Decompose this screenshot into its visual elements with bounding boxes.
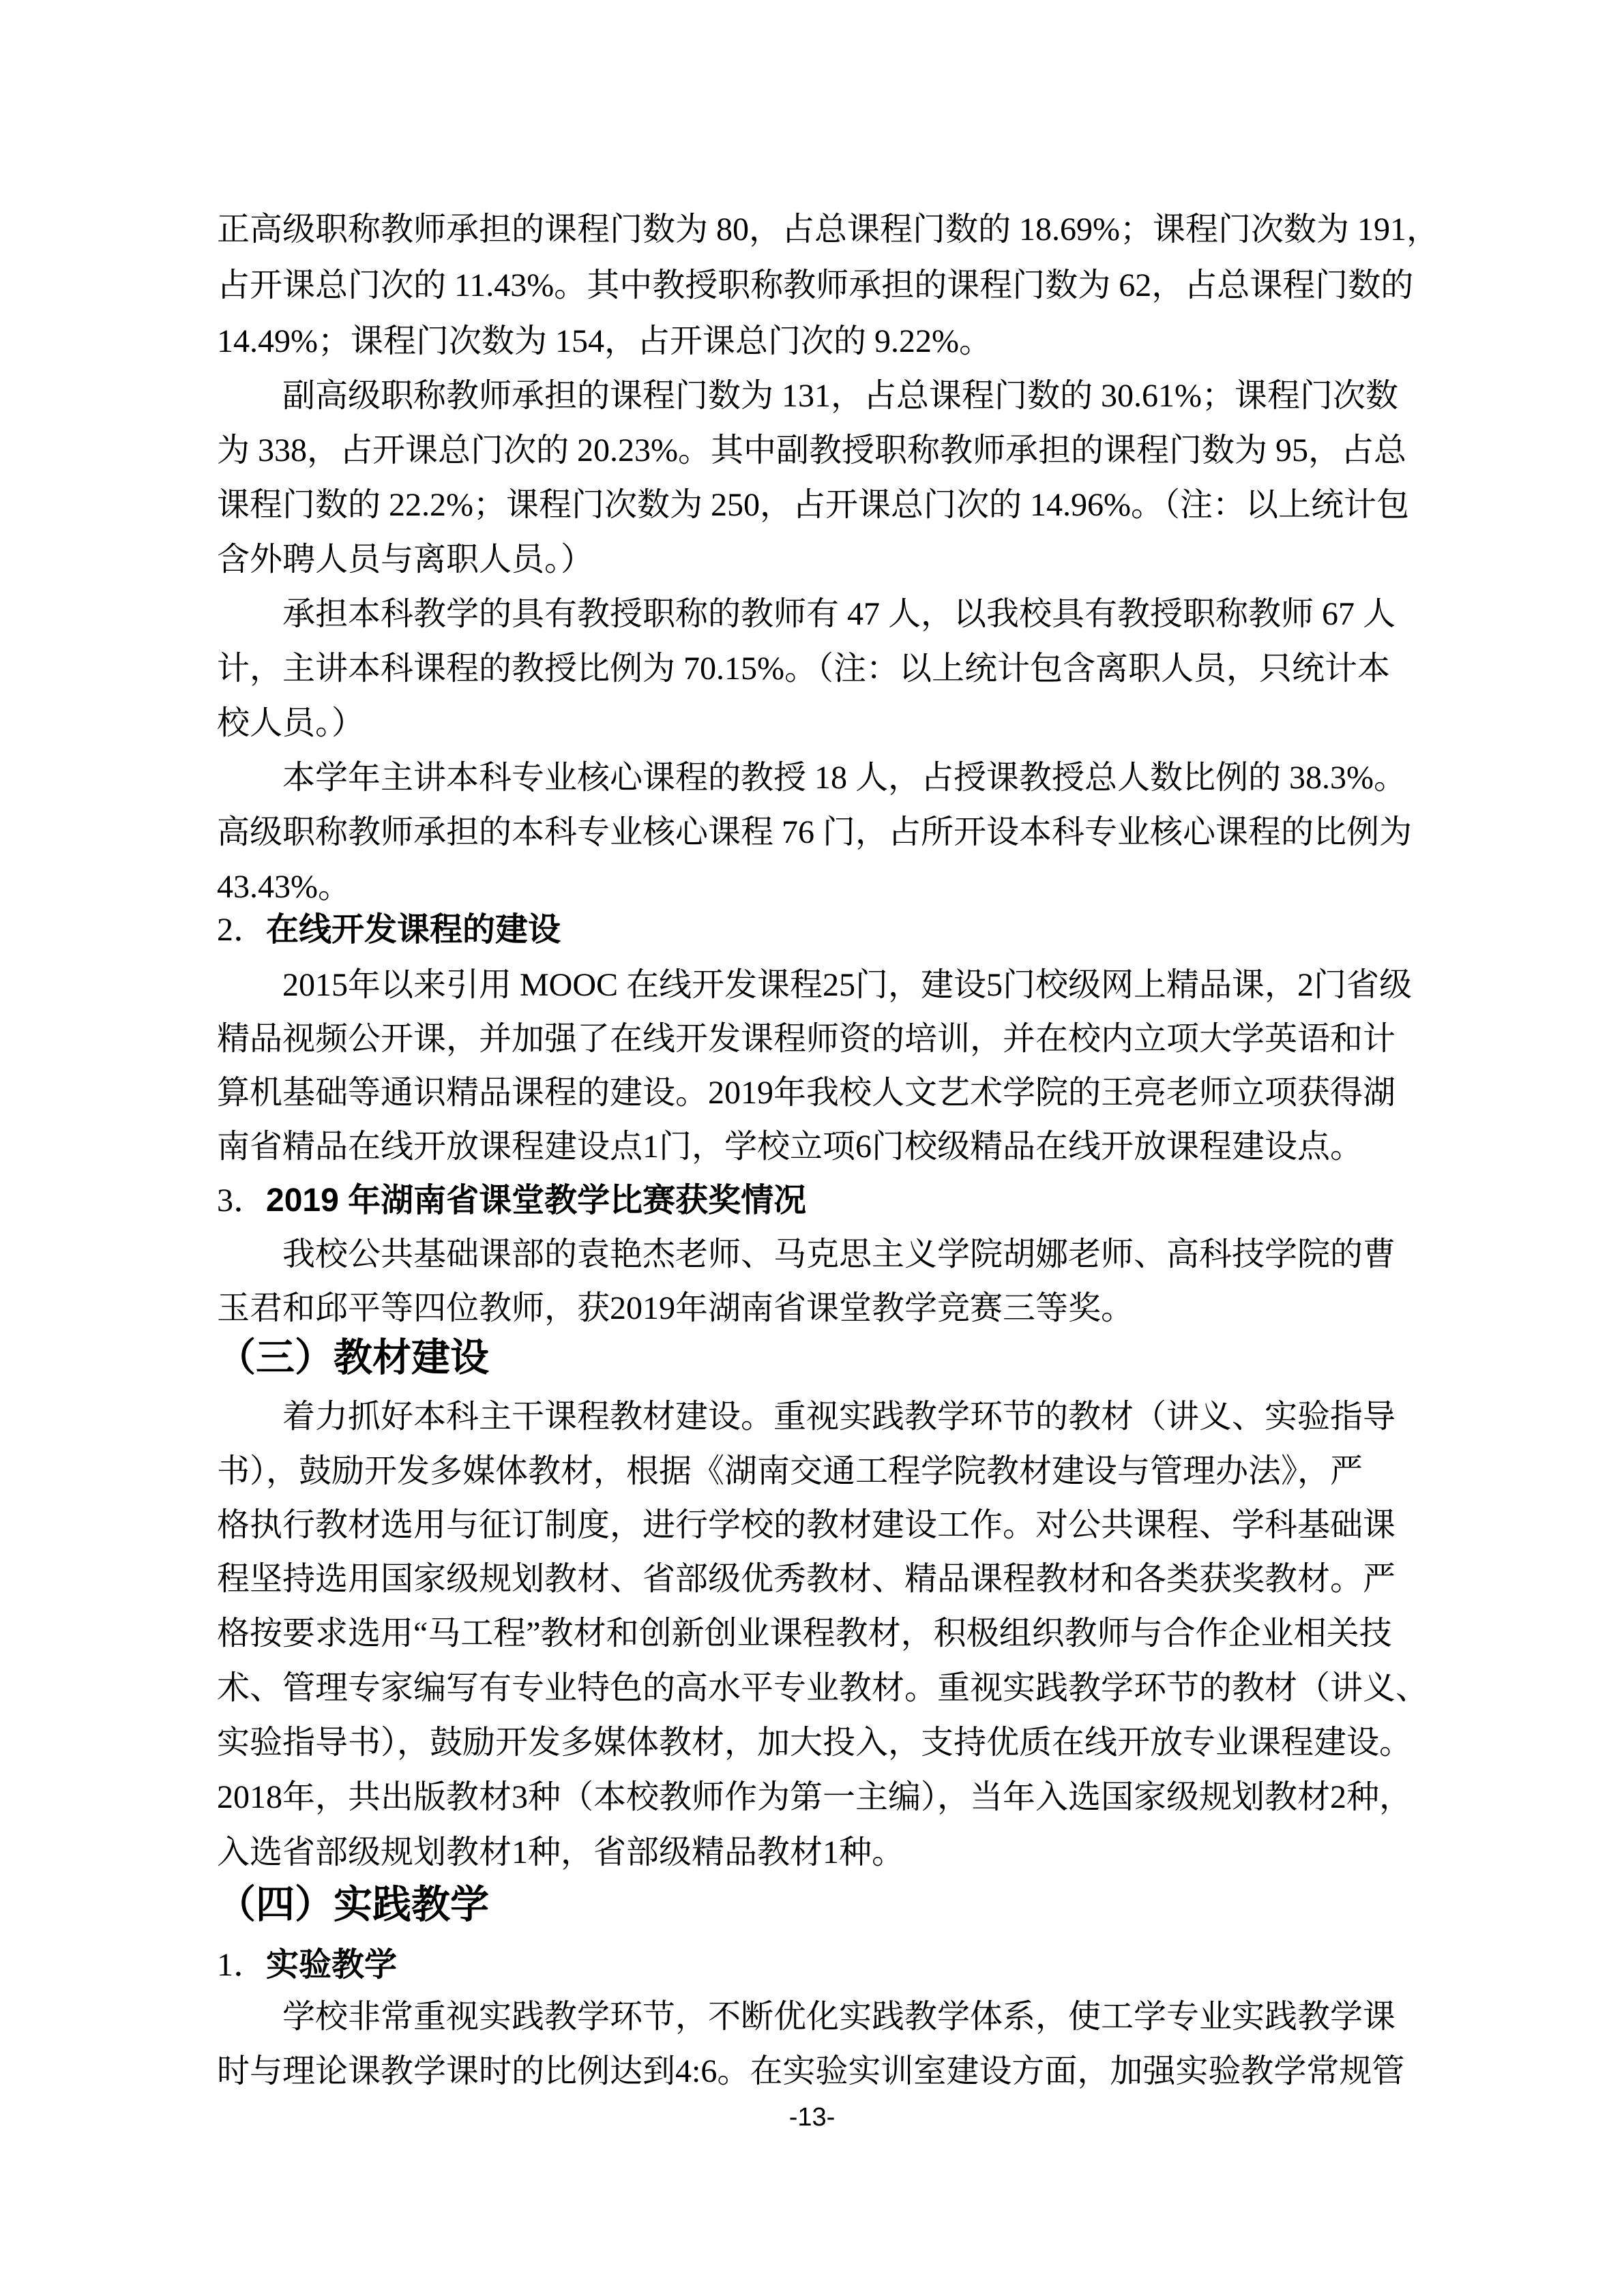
- body-line: 学校非常重视实践教学环节，不断优化实践教学体系，使工学专业实践教学课: [282, 1999, 1396, 2035]
- body-line: 格执行教材选用与征订制度，进行学校的教材建设工作。对公共课程、学科基础课: [217, 1507, 1396, 1543]
- body-line: 校人员。）: [217, 705, 365, 741]
- section-heading: （四）实践教学: [217, 1883, 489, 1926]
- body-line: 承担本科教学的具有教授职称的教师有 47 人，以我校具有教授职称教师 67 人: [282, 596, 1396, 632]
- body-line: 副高级职称教师承担的课程门数为 131，占总课程门数的 30.61%；课程门次数: [282, 378, 1398, 414]
- body-line: 精品视频公开课，并加强了在线开发课程师资的培训，并在校内立项大学英语和计: [217, 1021, 1396, 1057]
- heading-title: 2019 年湖南省课堂教学比赛获奖情况: [266, 1182, 807, 1219]
- body-line: 2018年，共出版教材3种（本校教师作为第一主编），当年入选国家级规划教材2种，: [217, 1779, 1413, 1815]
- body-line: 算机基础等通识精品课程的建设。2019年我校人文艺术学院的王亮老师立项获得湖: [217, 1075, 1396, 1111]
- body-line: 我校公共基础课部的袁艳杰老师、马克思主义学院胡娜老师、高科技学院的曹: [282, 1236, 1396, 1272]
- body-line: 玉君和邱平等四位教师，获2019年湖南省课堂教学竞赛三等奖。: [217, 1290, 1134, 1326]
- page-number: -13-: [788, 2103, 836, 2132]
- body-line: 高级职称教师承担的本科专业核心课程 76 门，占所开设本科专业核心课程的比例为: [217, 814, 1413, 850]
- body-line: 含外聘人员与离职人员。）: [217, 541, 594, 578]
- heading-number: 1．: [217, 1947, 267, 1983]
- body-line: 实验指导书），鼓励开发多媒体教材，加大投入，支持优质在线开放专业课程建设。: [217, 1725, 1413, 1761]
- numbered-heading: [217, 1945, 1417, 1986]
- body-line: 南省精品在线开放课程建设点1门，学校立项6门校级精品在线开放课程建设点。: [217, 1129, 1363, 1165]
- body-line: 课程门数的 22.2%；课程门次数为 250，占开课总门次的 14.96%。（注：以上统计包: [217, 487, 1409, 523]
- body-line: 本学年主讲本科专业核心课程的教授 18 人，占授课教授总人数比例的 38.3%。: [282, 760, 1406, 796]
- body-line: 时与理论课教学课时的比例达到4:6。在实验实训室建设方面，加强实验教学常规管: [217, 2053, 1405, 2089]
- body-line: 2015年以来引用 MOOC 在线开发课程25门，建设5门校级网上精品课，2门省级: [282, 967, 1413, 1003]
- numbered-heading: [217, 1180, 1417, 1221]
- section-heading: （三）教材建设: [217, 1336, 489, 1380]
- body-line: 正高级职称教师承担的课程门数为 80，占总课程门数的 18.69%；课程门次数为 191，: [217, 211, 1439, 248]
- heading-title: 实验教学: [266, 1947, 398, 1983]
- numbered-heading: [217, 910, 1417, 951]
- body-line: 术、管理专家编写有专业特色的高水平专业教材。重视实践教学环节的教材（讲义、: [217, 1670, 1429, 1706]
- body-line: 占开课总门次的 11.43%。其中教授职称教师承担的课程门数为 62，占总课程门数的: [217, 267, 1414, 303]
- body-line: 书），鼓励开发多媒体教材，根据《湖南交通工程学院教材建设与管理办法》，严: [217, 1453, 1363, 1489]
- body-line: 入选省部级规划教材1种，省部级精品教材1种。: [217, 1834, 905, 1870]
- heading-number: 3．: [217, 1182, 267, 1219]
- heading-title: 在线开发课程的建设: [266, 912, 561, 948]
- body-line: 计，主讲本科课程的教授比例为 70.15%。（注：以上统计包含离职人员，只统计本: [217, 651, 1390, 687]
- body-line: 着力抓好本科主干课程教材建设。重视实践教学环节的教材（讲义、实验指导: [282, 1399, 1396, 1435]
- body-line: 为 338，占开课总门次的 20.23%。其中副教授职称教师承担的课程门数为 95，占总: [217, 432, 1406, 468]
- body-line: 程坚持选用国家级规划教材、省部级优秀教材、精品课程教材和各类获奖教材。严: [217, 1561, 1396, 1597]
- body-line: 格按要求选用“马工程”教材和创新创业课程教材，积极组织教师与合作企业相关技: [217, 1615, 1392, 1652]
- body-line: 14.49%；课程门次数为 154，占开课总门次的 9.22%。: [217, 323, 992, 359]
- body-line: 43.43%。: [217, 869, 351, 905]
- heading-number: 2．: [217, 912, 267, 948]
